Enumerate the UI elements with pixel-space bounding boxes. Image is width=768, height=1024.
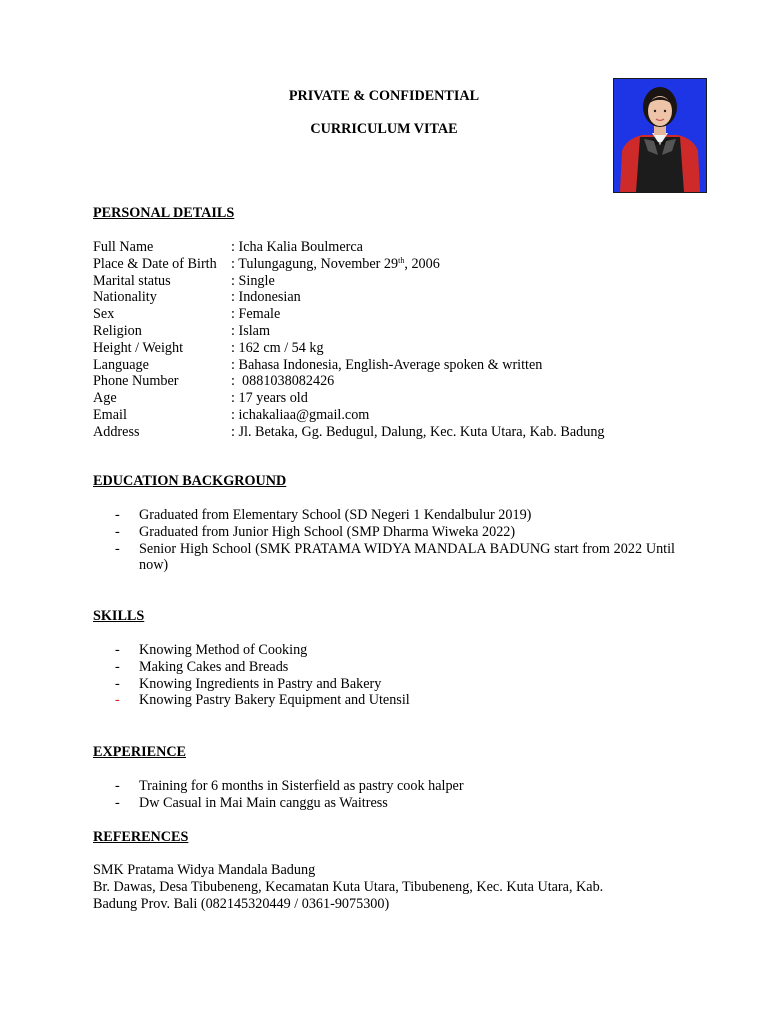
detail-value: : ichakaliaa@gmail.com [231,406,370,423]
detail-label: Email [93,406,127,423]
detail-row-marital-status [93,273,693,290]
detail-row-full-name [93,239,693,256]
bullet-dash: - [115,658,120,675]
reference-line: SMK Pratama Widya Mandala Badung [93,862,316,878]
detail-label: Religion [93,322,142,339]
list-item [93,795,675,812]
list-item [93,541,675,575]
list-item-text: Graduated from Elementary School (SD Negeri 1 Kendalbulur 2019) [139,507,532,523]
detail-value: : 17 years old [231,390,308,407]
bullet-dash: - [115,523,120,540]
detail-row-birth [93,256,693,273]
detail-row-address [93,424,693,441]
list-item-text: Dw Casual in Mai Main canggu as Waitress [139,794,388,811]
detail-value [231,256,693,273]
list-item [93,778,675,795]
bullet-dash: - [115,507,120,523]
portrait-photo-icon [614,79,706,192]
bullet-dash: - [115,794,120,811]
birth-date-text: : Tulungagung, November 29 [231,255,399,272]
section-heading-experience: EXPERIENCE [93,744,187,760]
detail-value: : Bahasa Indonesia, English-Average spoken & written [231,356,543,373]
detail-value: : Female [231,306,281,323]
personal-details-table [93,239,693,441]
bullet-dash: - [115,540,120,557]
detail-row-sex [93,306,693,323]
bullet-dash: - [115,675,120,692]
bullet-dash: - [115,692,120,709]
document-header-line1: PRIVATE & CONFIDENTIAL [288,88,480,104]
ordinal-suffix: th [398,255,405,265]
section-heading-skills: SKILLS [93,608,145,624]
bullet-dash: - [115,778,120,794]
list-item-text: Training for 6 months in Sisterfield as pastry cook halper [139,778,464,794]
section-heading-education: EDUCATION BACKGROUND [93,473,287,489]
detail-row-height-weight [93,340,693,357]
list-item-text: Knowing Method of Cooking [139,642,308,658]
list-item-text: Knowing Pastry Bakery Equipment and Utensil [139,692,410,709]
detail-label: Language [93,356,149,373]
detail-label: Height / Weight [93,339,184,356]
detail-row-language [93,357,693,374]
detail-value: : Islam [231,322,271,339]
list-item [93,676,675,693]
detail-row-email [93,407,693,424]
portrait-photo [613,78,707,193]
list-item [93,507,675,524]
detail-label: Sex [93,306,115,323]
document-title: CURRICULUM VITAE [310,121,458,137]
detail-value: : 162 cm / 54 kg [231,339,324,356]
list-item [93,524,675,541]
bullet-dash: - [115,642,120,658]
detail-label: Full Name [93,239,154,255]
list-item [93,692,675,709]
birth-year-text: , 2006 [404,255,440,272]
detail-label: Phone Number [93,373,179,390]
list-item [93,659,675,676]
detail-value: : Indonesian [231,289,301,306]
detail-row-phone-number [93,373,693,390]
detail-value: : Single [231,272,275,289]
detail-label: Place & Date of Birth [93,255,217,272]
detail-row-religion [93,323,693,340]
detail-label: Address [93,423,140,440]
list-item-text: Knowing Ingredients in Pastry and Bakery [139,675,382,692]
detail-label: Age [93,390,117,407]
detail-value: : Jl. Betaka, Gg. Bedugul, Dalung, Kec. Kuta Utara, Kab. Badung [231,423,605,440]
list-item-text: Graduated from Junior High School (SMP Dharma Wiweka 2022) [139,523,516,540]
section-heading-personal-details: PERSONAL DETAILS [93,205,235,221]
detail-row-age [93,390,693,407]
list-item-text: Making Cakes and Breads [139,658,289,675]
education-list [93,507,675,574]
detail-label: Marital status [93,272,171,289]
detail-row-nationality [93,289,693,306]
detail-label: Nationality [93,289,157,306]
references-block [93,862,683,912]
list-item [93,642,675,659]
reference-line: Br. Dawas, Desa Tibubeneng, Kecamatan Kuta Utara, Tibubeneng, Kec. Kuta Utara, Kab. [93,878,604,895]
detail-value: : 0881038082426 [231,373,335,390]
list-item-text: Senior High School (SMK PRATAMA WIDYA MANDALA BADUNG start from 2022 Until now) [139,540,675,574]
reference-line: Badung Prov. Bali (082145320449 / 0361-9075300) [93,895,390,912]
detail-value: : Icha Kalia Boulmerca [231,239,363,255]
section-heading-references: REFERENCES [93,829,189,845]
skills-list [93,642,675,709]
experience-list [93,778,675,812]
